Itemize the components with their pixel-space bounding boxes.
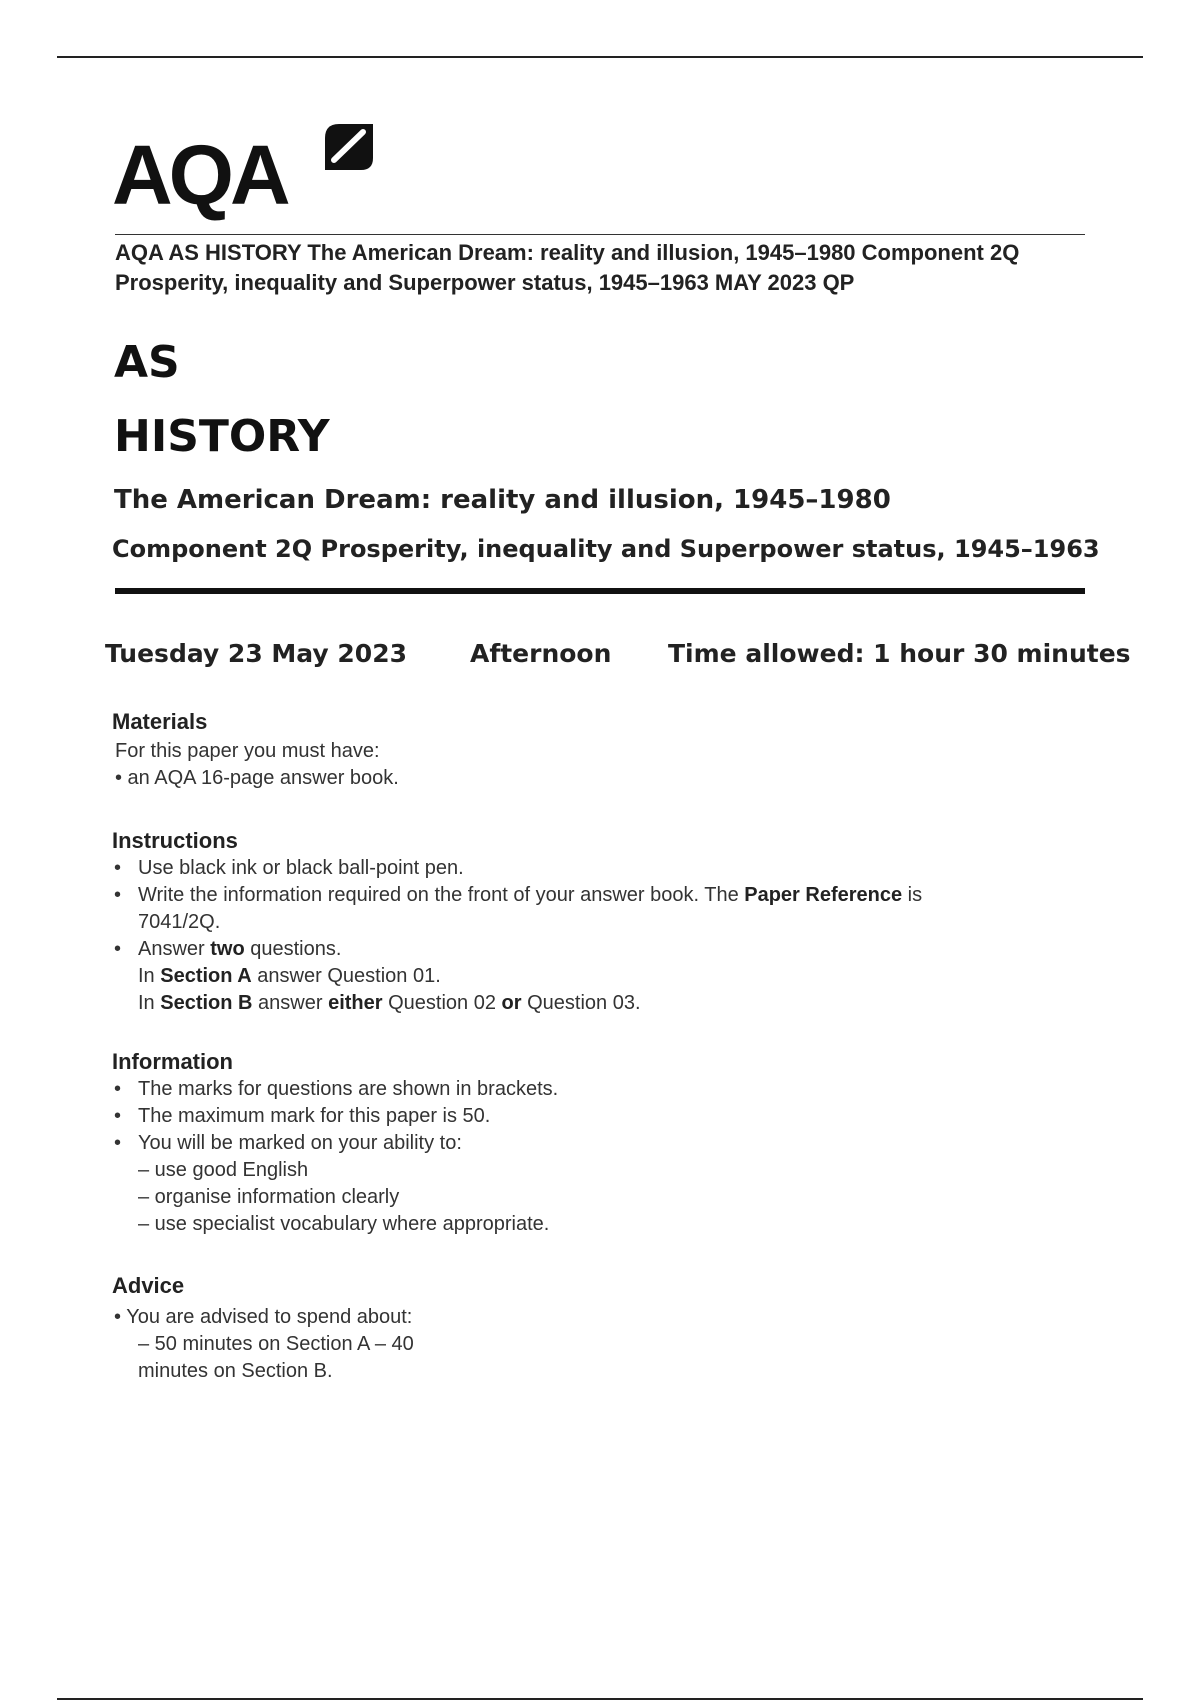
instruction-text: Use black ink or black ball-point pen. [138,857,464,879]
exam-date: Tuesday 23 May 2023 [105,639,407,668]
materials-heading: Materials [112,709,208,734]
information-text: You will be marked on your ability to: [138,1132,462,1154]
subject-title: HISTORY [114,411,330,462]
materials-intro: For this paper you must have: [115,740,380,762]
aqa-logo [112,112,382,222]
instruction-text: Answer [138,938,211,960]
information-item [112,1103,558,1130]
level-title: AS [114,337,180,388]
instructions-heading: Instructions [112,828,238,853]
information-heading: Information [112,1049,233,1074]
information-item [112,1076,558,1103]
bullet: • [114,1132,122,1154]
bullet: • [114,857,122,879]
instruction-bold-text: two [210,938,245,960]
instruction-text: Write the information required on the front of your answer book. The [138,884,745,906]
header-title [115,238,1175,298]
materials-section [112,708,399,792]
advice-text: minutes on Section B. [138,1360,333,1382]
information-item [112,1130,558,1238]
top-rule [57,56,1143,58]
header-title-line-1: AQA AS HISTORY The American Dream: reality and illusion, 1945–1980 Component 2Q [115,240,1020,265]
time-allowed: Time allowed: 1 hour 30 minutes [668,639,1131,668]
advice-heading: Advice [112,1273,185,1298]
instruction-item [112,936,922,1017]
instructions-section [112,827,922,1017]
paper-title: The American Dream: reality and illusion, 1945–1980 [114,485,891,515]
paper-reference: 7041/2Q. [138,911,221,933]
ability-item: – organise information clearly [138,1186,400,1208]
instruction-text: is [902,884,923,906]
bullet: • [114,1078,122,1100]
ability-item: – use good English [138,1159,309,1181]
aqa-leaf-mark-icon [317,118,377,178]
bullet: • [114,938,122,960]
instruction-item [112,855,922,882]
section-a-instruction: In Section A answer Question 01. [138,965,441,987]
materials-item: • an AQA 16-page answer book. [115,767,399,789]
header-title-line-2: Prosperity, inequality and Superpower status, 1945–1963 MAY 2023 QP [115,270,855,295]
instruction-bold-text: Paper Reference [744,884,903,906]
header-rule [115,234,1085,235]
component-title: Component 2Q Prosperity, inequality and Superpower status, 1945–1963 [112,535,1100,563]
exam-session: Afternoon [470,639,612,668]
information-section [112,1048,558,1238]
title-divider [115,588,1085,594]
section-b-instruction: In Section B answer either Question 02 or Question 03. [138,992,641,1014]
ability-item: – use specialist vocabulary where appropriate. [138,1213,550,1235]
instruction-item [112,882,922,936]
bullet: • [114,1105,122,1127]
information-text: The maximum mark for this paper is 50. [138,1105,491,1127]
instruction-text: questions. [244,938,342,960]
advice-text: – 50 minutes on Section A – 40 [138,1333,414,1355]
advice-text: • You are advised to spend about: [114,1306,413,1328]
bullet: • [114,884,122,906]
aqa-logo-text: AQA [112,128,287,222]
information-text: The marks for questions are shown in brackets. [138,1078,559,1100]
advice-section [112,1272,414,1385]
